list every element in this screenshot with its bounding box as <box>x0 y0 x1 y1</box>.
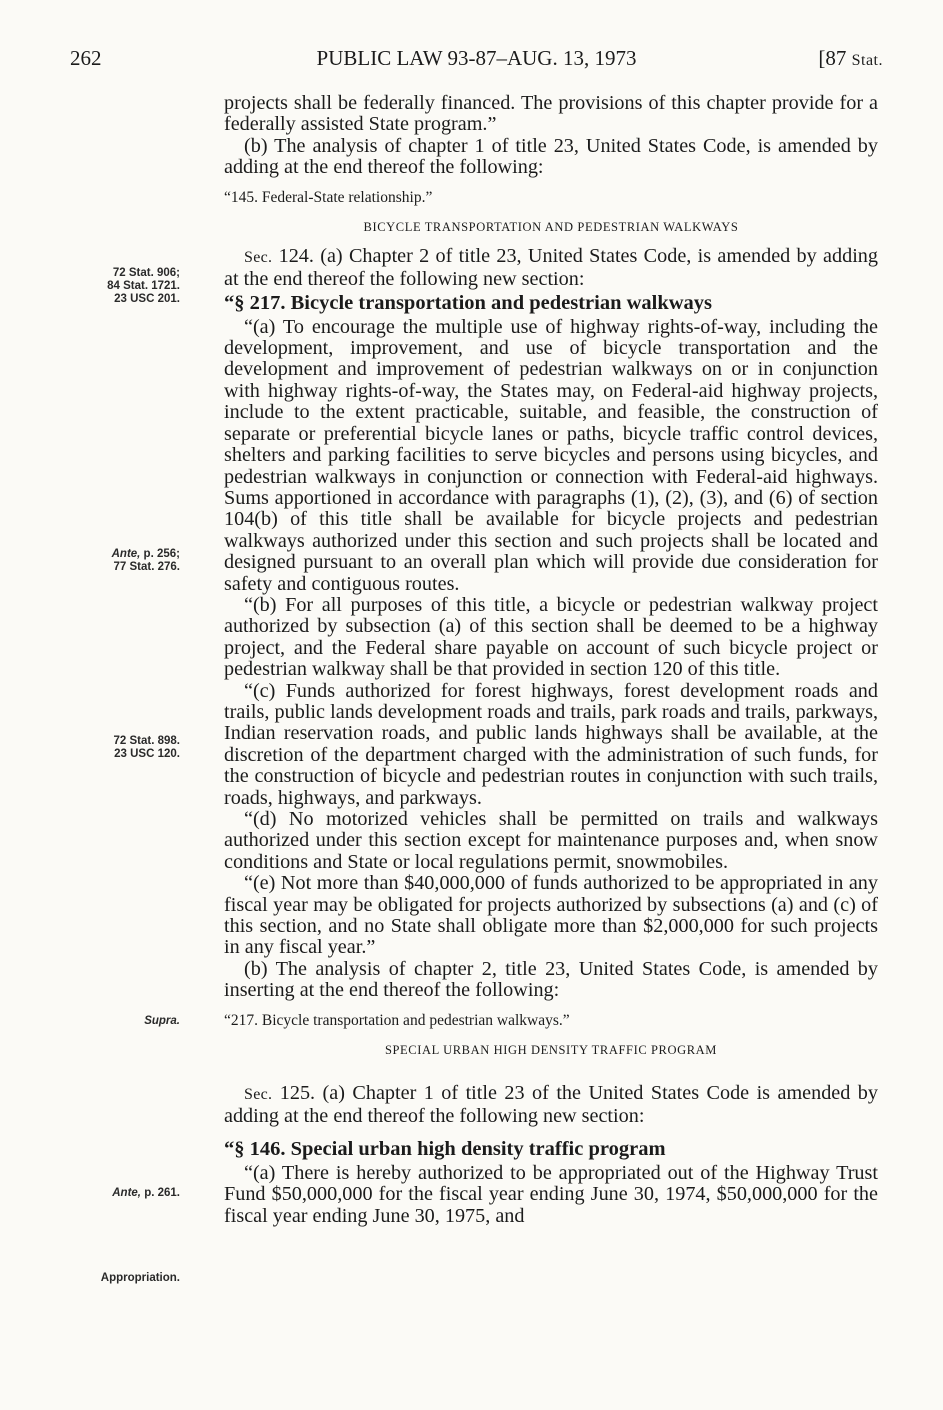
margin-note-line: 72 Stat. 906; <box>112 267 180 279</box>
volume-stat: Stat. <box>851 52 883 69</box>
margin-note-line <box>52 1187 180 1200</box>
section-label: Sec. <box>244 249 273 267</box>
margin-note-text: p. 261. <box>141 1187 180 1199</box>
margin-note-text: p. 256; <box>140 548 180 560</box>
margin-note-line <box>52 548 180 561</box>
margin-note-italic: Ante, <box>111 548 141 560</box>
subject-heading-bicycle: BICYCLE TRANSPORTATION AND PEDESTRIAN WALKWAYS <box>363 220 739 235</box>
analysis-entry-145: “145. Federal-State relationship.” <box>224 188 433 206</box>
body-text <box>224 93 878 1227</box>
margin-note-italic: Supra. <box>144 1015 180 1027</box>
margin-note-citation-2 <box>52 548 180 574</box>
paragraph-continuation: projects shall be federally financed. The provisions of this chapter provide for a federally assisted State program.” <box>224 92 878 136</box>
running-title: PUBLIC LAW 93-87–AUG. 13, 1973 <box>316 46 637 70</box>
section-124-text: 124. (a) Chapter 2 of title 23, United States Code, is amended by adding at the end thereof the following new section: <box>224 245 878 290</box>
paragraph-217-b: “(b) For all purposes of this title, a bicycle or pedestrian walkway project authorized by subsection (a) of this section shall be deemed to be a highway project, and the Federal share payable on account of such bicycle project or pedestrian walkway shall be that provided in section 120 of this title. <box>224 593 878 681</box>
margin-note-line: Appropriation. <box>100 1272 180 1284</box>
margin-note-citation-3 <box>52 735 180 761</box>
section-125-text: 125. (a) Chapter 1 of title 23 of the United States Code is amended by adding at the end thereof the following new section: <box>224 1082 878 1127</box>
margin-note-line: 72 Stat. 898. <box>113 735 180 747</box>
margin-note-italic: Ante, <box>112 1187 141 1199</box>
subject-heading-urban: SPECIAL URBAN HIGH DENSITY TRAFFIC PROGRAM <box>384 1043 718 1058</box>
section-heading-146: “§ 146. Special urban high density traffic program <box>224 1138 666 1161</box>
margin-note-line: 23 USC 201. <box>114 293 180 305</box>
paragraph-217-d: “(d) No motorized vehicles shall be permitted on trails and walkways authorized under this section except for maintenance purposes and, when snow conditions and State or local regulations permit, snowmobiles. <box>224 808 878 873</box>
page-header <box>70 46 883 76</box>
analysis-entry-217: “217. Bicycle transportation and pedestrian walkways.” <box>224 1011 570 1029</box>
paragraph-217-a: “(a) To encourage the multiple use of highway rights-of-way, including the development, improvement, and use of bicycle transportation and the development and improvement of pedestrian walkways on or in conjunction with highway rights-of-way, the States may, on Federal-aid highway projects, include to the extent practicable, suitable, and feasible, the construction of separate or preferential bicycle lanes or paths, bicycle traffic control devices, shelters and parking facilities to serve bicycles and persons using bicycles, and pedestrian walkways in conjunction or connection with Federal-aid highways. Sums apportioned in accordance with paragraphs (1), (2), (3), and (6) of section 104(b) of this title shall be available for bicycle projects and pedestrian walkways authorized under this section and such projects shall be located and designed pursuant to an overall plan which will provide due consideration for safety and contiguous routes. <box>224 315 878 595</box>
paragraph-217-e: “(e) Not more than $40,000,000 of funds authorized to be appropriated in any fiscal year may be obligated for projects authorized by subsections (a) and (c) of this section, and no State shall obligate more than $2,000,000 for such projects in any fiscal year.” <box>224 872 878 959</box>
volume-reference <box>818 46 883 71</box>
section-125-intro <box>224 1083 878 1127</box>
paragraph-146-a: “(a) There is hereby authorized to be appropriated out of the Highway Trust Fund $50,000,000 for the fiscal year ending June 30, 1974, $50,000,000 for the fiscal year ending June 30, 1975, and <box>224 1161 878 1227</box>
paragraph-217-c: “(c) Funds authorized for forest highways, forest development roads and trails, public lands development roads and trails, park roads and trails, parkways, Indian reservation roads, and public lands highways shall be available, at the discretion of the department charged with the administration of such funds, for the construction of bicycle and pedestrian routes in conjunction with such trails, roads, highways, and parkways. <box>224 679 878 809</box>
margin-note-appropriation <box>52 1272 180 1285</box>
volume-prefix: [87 <box>818 46 852 70</box>
section-heading-217: “§ 217. Bicycle transportation and pedestrian walkways <box>224 292 713 315</box>
section-label: Sec. <box>244 1086 273 1104</box>
paragraph-124-b: (b) The analysis of chapter 2, title 23, United States Code, is amended by inserting at the end thereof the following: <box>224 957 878 1002</box>
margin-note-citation-1 <box>52 267 180 306</box>
margin-note-line: 77 Stat. 276. <box>113 561 180 573</box>
page-number: 262 <box>70 46 102 70</box>
paragraph-analysis-chapter-1: (b) The analysis of chapter 1 of title 23, United States Code, is amended by adding at the end thereof the following: <box>224 134 878 179</box>
spacer <box>224 1069 878 1083</box>
margin-note-citation-5 <box>52 1187 180 1200</box>
margin-note-line: 84 Stat. 1721. <box>107 280 180 292</box>
margin-note-supra <box>52 1015 180 1028</box>
margin-note-line: 23 USC 120. <box>114 748 180 760</box>
section-124-intro <box>224 246 878 290</box>
